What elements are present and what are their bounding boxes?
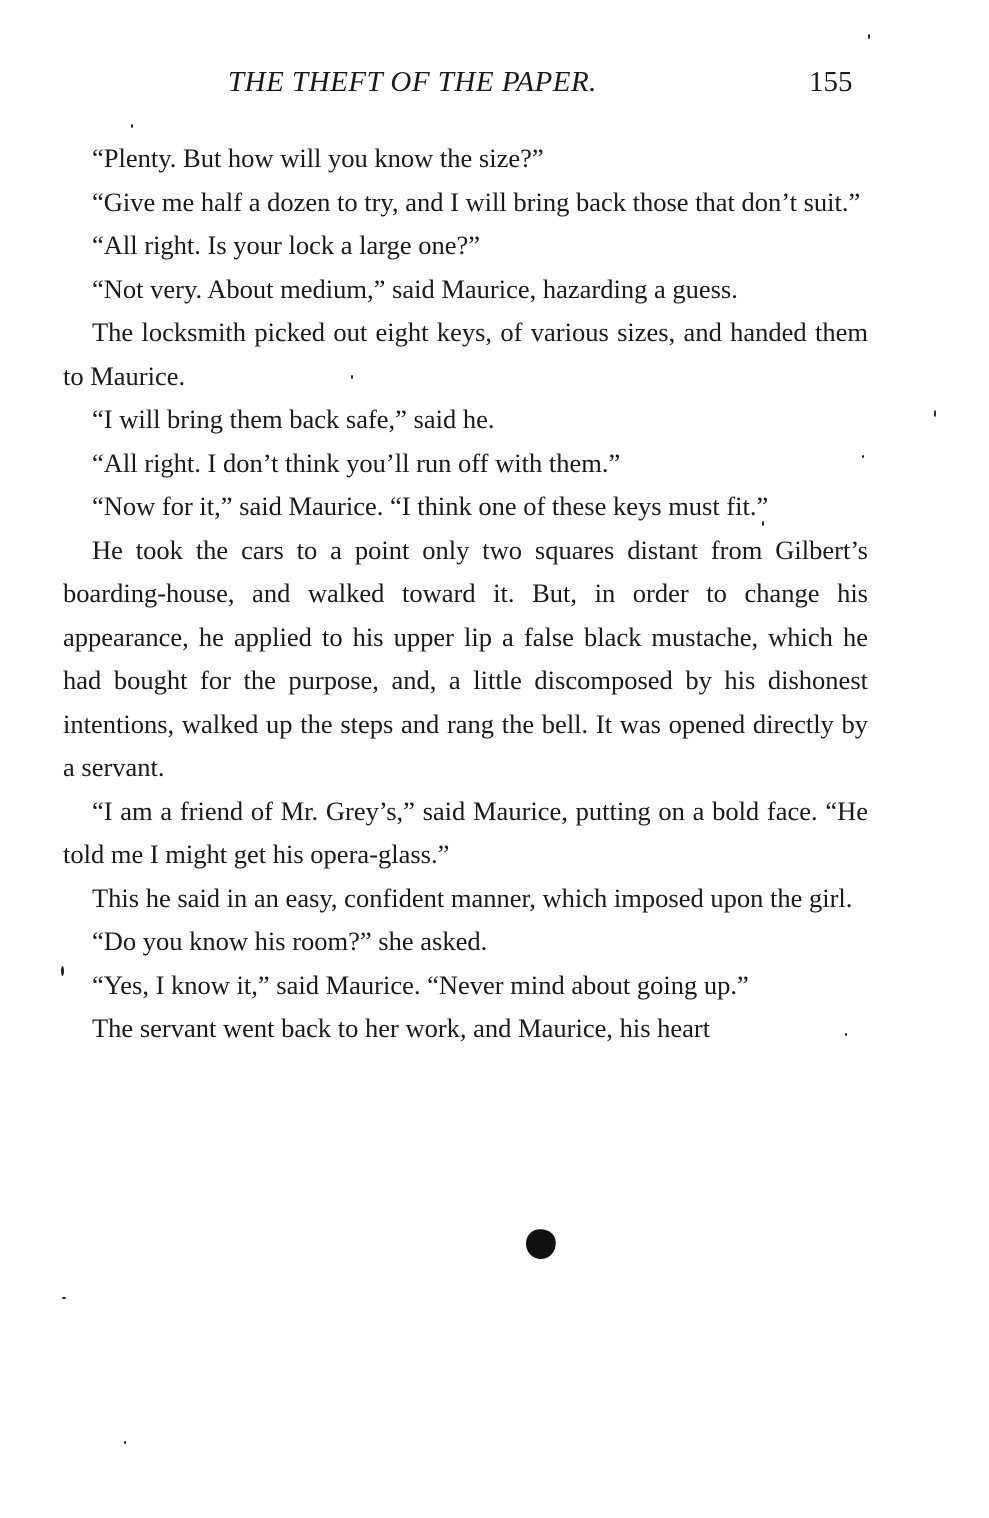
paragraph: He took the cars to a point only two squares distant from Gilbert’s boarding-house, and walked toward it. But, in order to change his appearance, he applied to his upper lip a false black mustache, which he had bought for the purpose, and, a little discomposed by his dishonest intentions, walked up the steps and rang the bell. It was opened directly by a servant. bbox=[63, 534, 868, 782]
scan-speck bbox=[934, 410, 936, 417]
scan-speck bbox=[62, 1297, 66, 1299]
scan-speck bbox=[351, 375, 353, 379]
scan-speck bbox=[61, 966, 64, 976]
paragraph: “I am a friend of Mr. Grey’s,” said Maurice, putting on a bold face. “He told me I might get his opera-glass.” bbox=[63, 795, 868, 869]
paragraph: “All right. I don’t think you’ll run off with them.” bbox=[92, 447, 621, 478]
scan-speck bbox=[124, 1441, 126, 1444]
paragraph: “All right. Is your lock a large one?” bbox=[92, 230, 481, 260]
ink-blot bbox=[523, 1226, 559, 1262]
paragraph: “Give me half a dozen to try, and I will bring back those that don’t suit.” bbox=[92, 186, 861, 217]
paragraph: The locksmith picked out eight keys, of various sizes, and handed them to Maurice. bbox=[63, 317, 868, 391]
page-header bbox=[228, 66, 868, 106]
body-text bbox=[63, 137, 868, 1051]
paragraph: This he said in an easy, confident manner, which imposed upon the girl. bbox=[92, 882, 853, 913]
scan-speck bbox=[868, 34, 870, 39]
paragraph: “Do you know his room?” she asked. bbox=[92, 926, 488, 956]
page-number: 155 bbox=[809, 66, 853, 98]
scan-speck bbox=[862, 455, 864, 458]
paragraph: The servant went back to her work, and Maurice, his heart bbox=[92, 1013, 711, 1043]
paragraph: “Yes, I know it,” said Maurice. “Never mind about going up.” bbox=[92, 969, 749, 1000]
paragraph: “Now for it,” said Maurice. “I think one of these keys must fit.” bbox=[92, 491, 769, 521]
paragraph: “I will bring them back safe,” said he. bbox=[92, 404, 495, 434]
scan-speck bbox=[131, 124, 133, 128]
running-title: THE THEFT OF THE PAPER. bbox=[228, 66, 597, 98]
paragraph: “Not very. About medium,” said Maurice, hazarding a guess. bbox=[92, 273, 738, 304]
scan-speck bbox=[845, 1033, 847, 1036]
paragraph: “Plenty. But how will you know the size?” bbox=[92, 143, 544, 173]
scan-speck bbox=[762, 521, 764, 526]
